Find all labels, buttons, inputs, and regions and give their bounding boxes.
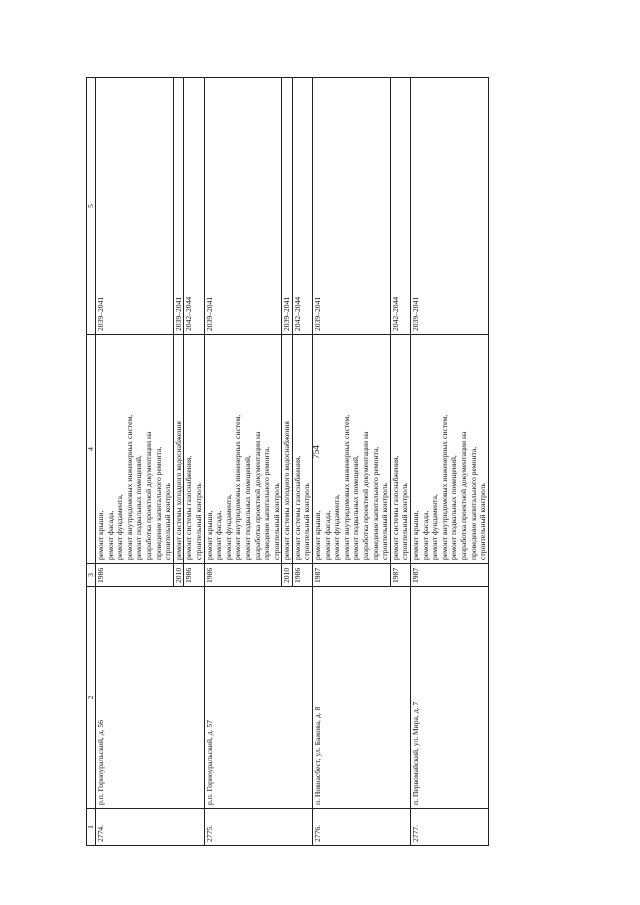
work-item: разработка проектной документации на [252, 431, 262, 560]
repair-schedule-table [86, 78, 600, 846]
work-item: разработка проектной документации на [458, 431, 468, 560]
commission-year: 1986 [184, 564, 204, 587]
work-item: проведение капитального ремонта, [370, 446, 380, 560]
work-item: ремонт крыши, [96, 510, 105, 560]
commission-year: 1986 [204, 564, 282, 587]
work-item: проведение капитального ремонта, [468, 446, 478, 560]
row-number: 2777. [411, 809, 489, 846]
work-item: ремонт системы газоснабжения, [184, 455, 194, 560]
work-item: строительный контроль [400, 483, 410, 560]
works-list [184, 335, 204, 564]
building-address: п. Новоасбест, ул. Бажова, д. 8 [313, 587, 411, 809]
column-number-row [87, 78, 96, 846]
work-item: ремонт фасада, [322, 510, 332, 560]
planned-period: 2039–2041 [204, 78, 282, 335]
work-item: ремонт внутридомовых инженерных систем, [439, 414, 449, 560]
work-item: ремонт системы газоснабжения, [390, 455, 400, 560]
work-item: ремонт подвальных помещений, [134, 455, 144, 560]
commission-year: 1987 [390, 564, 410, 587]
work-item: строительный контроль [193, 483, 203, 560]
works-list [96, 335, 174, 564]
work-item: ремонт системы газоснабжения, [292, 455, 302, 560]
work-item: ремонт внутридомовых инженерных систем, [233, 414, 243, 560]
building-address: р.п. Горноуральский, д. 57 [204, 587, 313, 809]
row-number: 2775. [204, 809, 313, 846]
planned-period: 2042–2044 [390, 78, 410, 335]
work-item: ремонт фасада, [105, 510, 115, 560]
column-number: 2 [87, 587, 96, 809]
work-item: строительный контроль [380, 483, 390, 560]
planned-period: 2042–2044 [184, 78, 204, 335]
works-list [204, 335, 282, 564]
building-address: р.п. Горноуральский, д. 56 [96, 587, 205, 809]
planned-period: 2039–2041 [411, 78, 489, 335]
works-list [313, 335, 391, 564]
column-number: 4 [87, 335, 96, 564]
work-item: строительный контроль [478, 483, 488, 560]
work-item: ремонт системы холодного водоснабжения [282, 421, 292, 560]
commission-year: 1986 [96, 564, 174, 587]
work-item: ремонт фасада, [420, 510, 430, 560]
planned-period: 2042–2044 [292, 78, 312, 335]
work-item: проведение капитального ремонта, [262, 446, 272, 560]
work-item: ремонт фундамента, [223, 494, 233, 560]
planned-period: 2039–2041 [282, 78, 293, 335]
work-item: строительный контроль [271, 483, 281, 560]
work-item: ремонт крыши, [313, 510, 323, 560]
work-item: разработка проектной документации на [143, 431, 153, 560]
row-number: 2776. [313, 809, 411, 846]
work-item: ремонт внутридомовых инженерных систем, [124, 414, 134, 560]
works-list [390, 335, 410, 564]
work-item: строительный контроль [302, 483, 312, 560]
table-row [96, 78, 174, 846]
work-item: ремонт фундамента, [332, 494, 342, 560]
planned-period: 2039–2041 [173, 78, 184, 335]
row-number: 2774. [96, 809, 205, 846]
commission-year: 1987 [313, 564, 391, 587]
work-item: ремонт внутридомовых инженерных систем, [341, 414, 351, 560]
planned-period: 2039–2041 [96, 78, 174, 335]
commission-year: 1987 [411, 564, 489, 587]
works-list [282, 335, 293, 564]
table [86, 77, 489, 846]
table-row [411, 78, 489, 846]
commission-year: 2010 [173, 564, 184, 587]
building-address: п. Первомайский, ул. Мира, д. 7 [411, 587, 489, 809]
work-item: разработка проектной документации на [361, 431, 371, 560]
works-list [173, 335, 184, 564]
planned-period: 2039–2041 [313, 78, 391, 335]
work-item: ремонт фундамента, [430, 494, 440, 560]
column-number: 1 [87, 809, 96, 846]
page-number: 754 [311, 445, 321, 459]
work-item: ремонт подвальных помещений, [242, 455, 252, 560]
work-item: ремонт подвальных помещений, [449, 455, 459, 560]
work-item: ремонт крыши, [204, 510, 214, 560]
work-item: проведение капитального ремонта, [153, 446, 163, 560]
column-number: 5 [87, 78, 96, 335]
work-item: ремонт фасада, [214, 510, 224, 560]
work-item: ремонт системы холодного водоснабжения [173, 421, 183, 560]
commission-year: 1986 [292, 564, 312, 587]
column-number: 3 [87, 564, 96, 587]
work-item: ремонт подвальных помещений, [351, 455, 361, 560]
works-list [411, 335, 489, 564]
work-item: ремонт крыши, [411, 510, 420, 560]
work-item: строительный контроль [163, 483, 173, 560]
table-row [313, 78, 391, 846]
table-row [204, 78, 282, 846]
commission-year: 2010 [282, 564, 293, 587]
works-list [292, 335, 312, 564]
work-item: ремонт фундамента, [115, 494, 125, 560]
